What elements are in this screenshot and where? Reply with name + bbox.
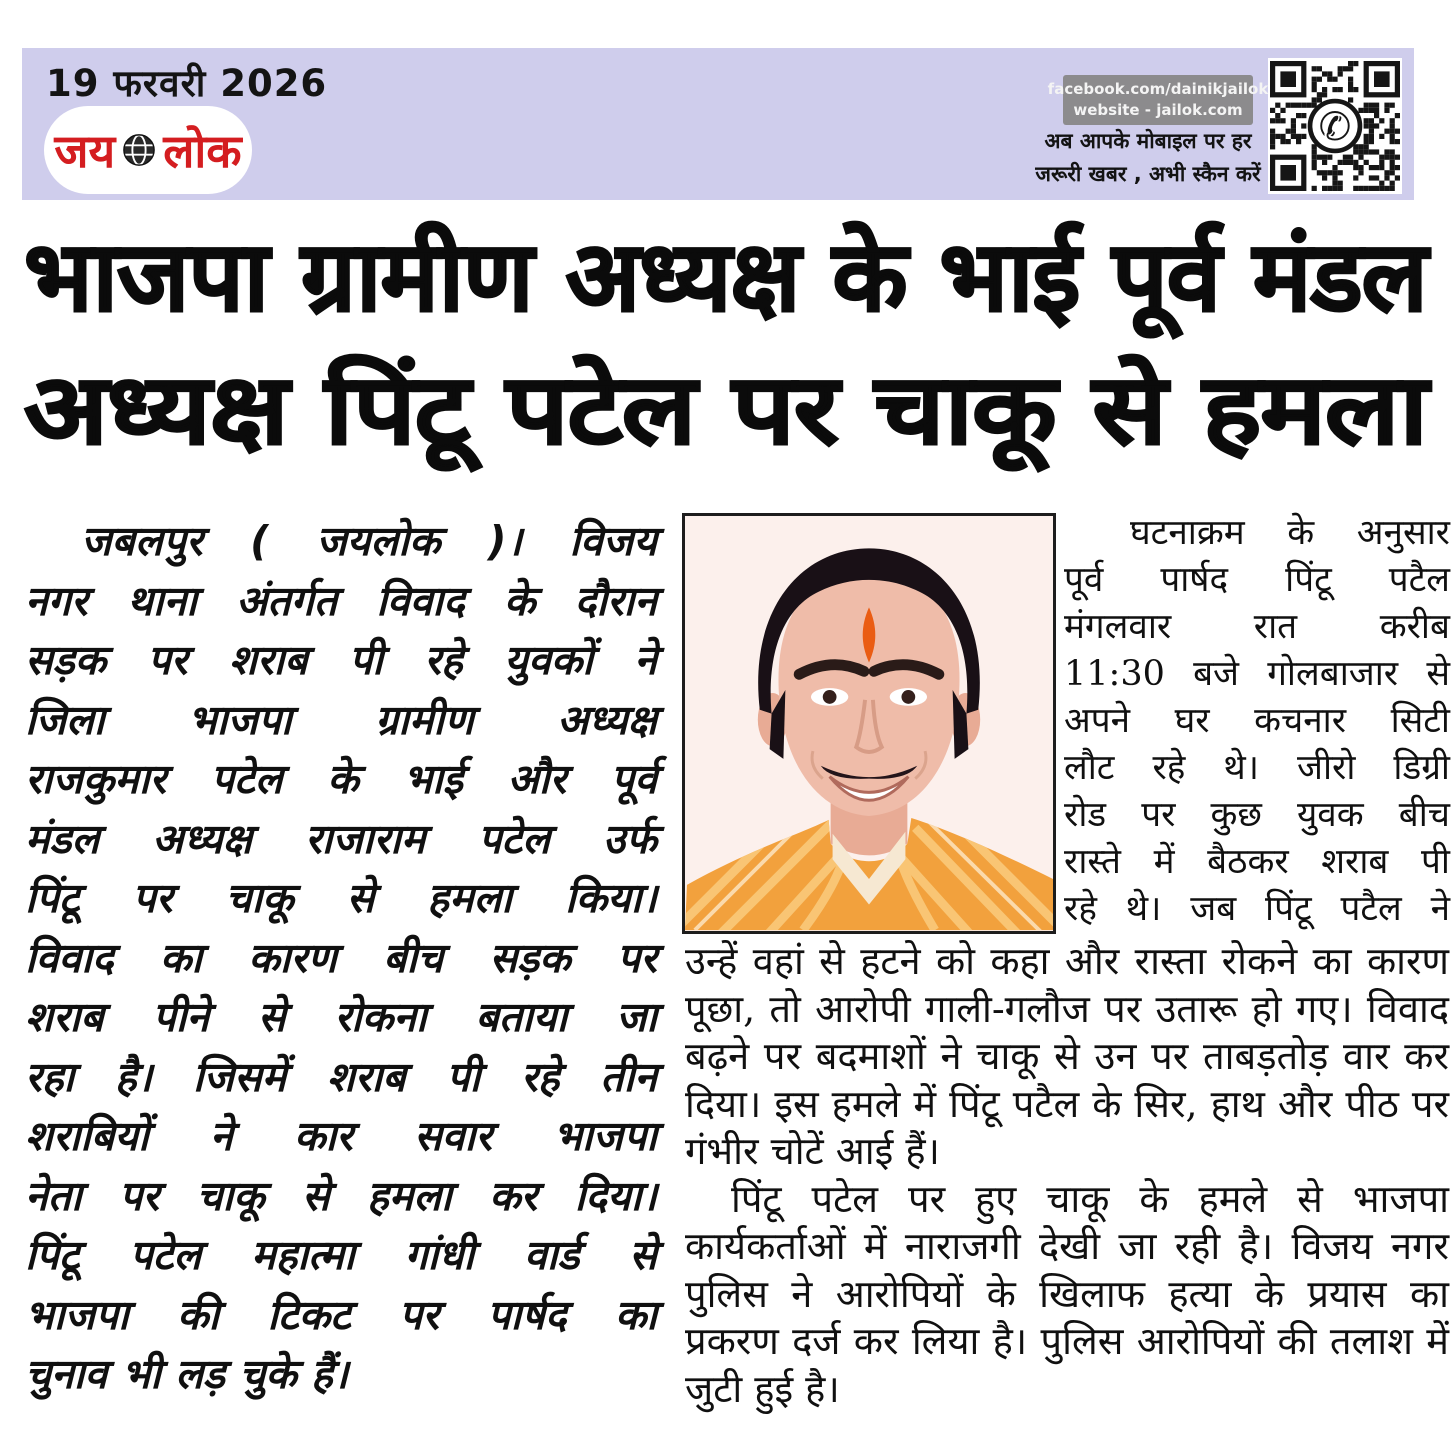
article-line: मंगलवार रात करीब [1064,607,1450,647]
article-line: 11:30 बजे गोलबाजार से [1064,654,1450,694]
article-right-column [1064,510,1450,933]
article-line: पिंटू पर चाकू से हमला किया। [25,874,657,922]
article-line: उन्हें वहां से हटने को कहा और रास्ता रोकने का कारण [685,939,1449,983]
logo-text-lok: लोक [163,124,242,178]
newspaper-logo [44,106,252,194]
article-line: राजकुमार पटेल के भाई और पूर्व [25,755,657,803]
article-line: प्रकरण दर्ज कर लिया है। पुलिस आरोपियों की तलाश में [685,1319,1449,1363]
article-line: पूर्व पार्षद पिंटू पटैल [1064,560,1450,600]
facebook-url: facebook.com/dainikjailok [1047,80,1269,98]
article-bottom-text [685,938,1449,1413]
issue-date: 19 फरवरी 2026 [46,62,328,105]
scan-prompt [1018,125,1278,191]
article-left-column [25,512,657,1405]
website-url: website - jailok.com [1073,101,1243,119]
globe-icon [122,133,156,167]
article-line: रोड पर कुछ युवक बीच [1064,795,1450,835]
article-line: बढ़ने पर बदमाशों ने चाकू से उन पर ताबड़तोड़ वार कर [685,1034,1449,1078]
article-line: सड़क पर शराब पी रहे युवकों ने [25,636,657,684]
headline-line-1: भाजपा ग्रामीण अध्यक्ष के भाई पूर्व मंडल [24,220,1427,333]
article-line: विवाद का कारण बीच सड़क पर [25,933,657,982]
headline [24,212,1427,478]
whatsapp-icon [1270,60,1400,192]
article-line: चुनाव भी लड़ चुके हैं। [25,1350,349,1398]
article-line: नगर थाना अंतर्गत विवाद के दौरान [25,576,657,625]
article-line: रहे थे। जब पिंटू पटैल ने [1064,889,1450,929]
article-line: घटनाक्रम के अनुसार [1130,513,1450,553]
article-line: रहा है। जिसमें शराब पी रहे तीन [25,1052,657,1101]
article-line: जिला भाजपा ग्रामीण अध्यक्ष [25,695,657,744]
article-line: पिंटू पटेल महात्मा गांधी वार्ड से [25,1231,657,1279]
masthead [22,48,1414,200]
scan-prompt-line2: जरूरी खबर , अभी स्कैन करें [1035,162,1261,186]
article-line: मंडल अध्यक्ष राजाराम पटेल उर्फ [25,814,657,863]
article-line: भाजपा की टिकट पर पार्षद का [25,1290,657,1339]
article-line: पिंटू पटेल पर हुए चाकू के हमले से भाजपा [731,1176,1449,1221]
article-line: जुटी हुई है। [685,1366,840,1411]
article-line: शराब पीने से रोकना बताया जा [25,993,657,1041]
svg-text:✆: ✆ [1318,105,1352,151]
portrait-photo [682,513,1056,934]
article-line: गंभीर चोटें आई हैं। [685,1129,940,1173]
article-line: दिया। इस हमले में पिंटू पटैल के सिर, हाथ और पीठ पर [685,1081,1449,1126]
portrait-image [685,516,1053,931]
article-line: शराबियों ने कार सवार भाजपा [25,1112,657,1160]
qr-code [1268,58,1402,194]
article-line: लौट रहे थे। जीरो डिग्री [1064,748,1450,788]
article-line: नेता पर चाकू से हमला कर दिया। [25,1171,657,1220]
article-line: पुलिस ने आरोपियों के खिलाफ हत्या के प्रयास का [685,1271,1449,1316]
headline-line-2: अध्यक्ष पिंटू पटेल पर चाकू से हमला [24,353,1427,466]
article-line: अपने घर कचनार सिटी [1064,701,1450,741]
social-links-box [1047,75,1269,125]
scan-prompt-line1: अब आपके मोबाइल पर हर [1044,129,1252,153]
article-line: पूछा, तो आरोपी गाली-गलौज पर उतारू हो गए। विवाद [685,986,1449,1031]
logo-text-jai: जय [54,124,116,178]
article-line: रास्ते में बैठकर शराब पी [1064,842,1450,882]
article-line: जबलपुर ( जयलोक )। विजय [81,517,657,565]
article-line: कार्यकर्ताओं में नाराजगी देखी जा रही है। विजय नगर [685,1224,1449,1268]
